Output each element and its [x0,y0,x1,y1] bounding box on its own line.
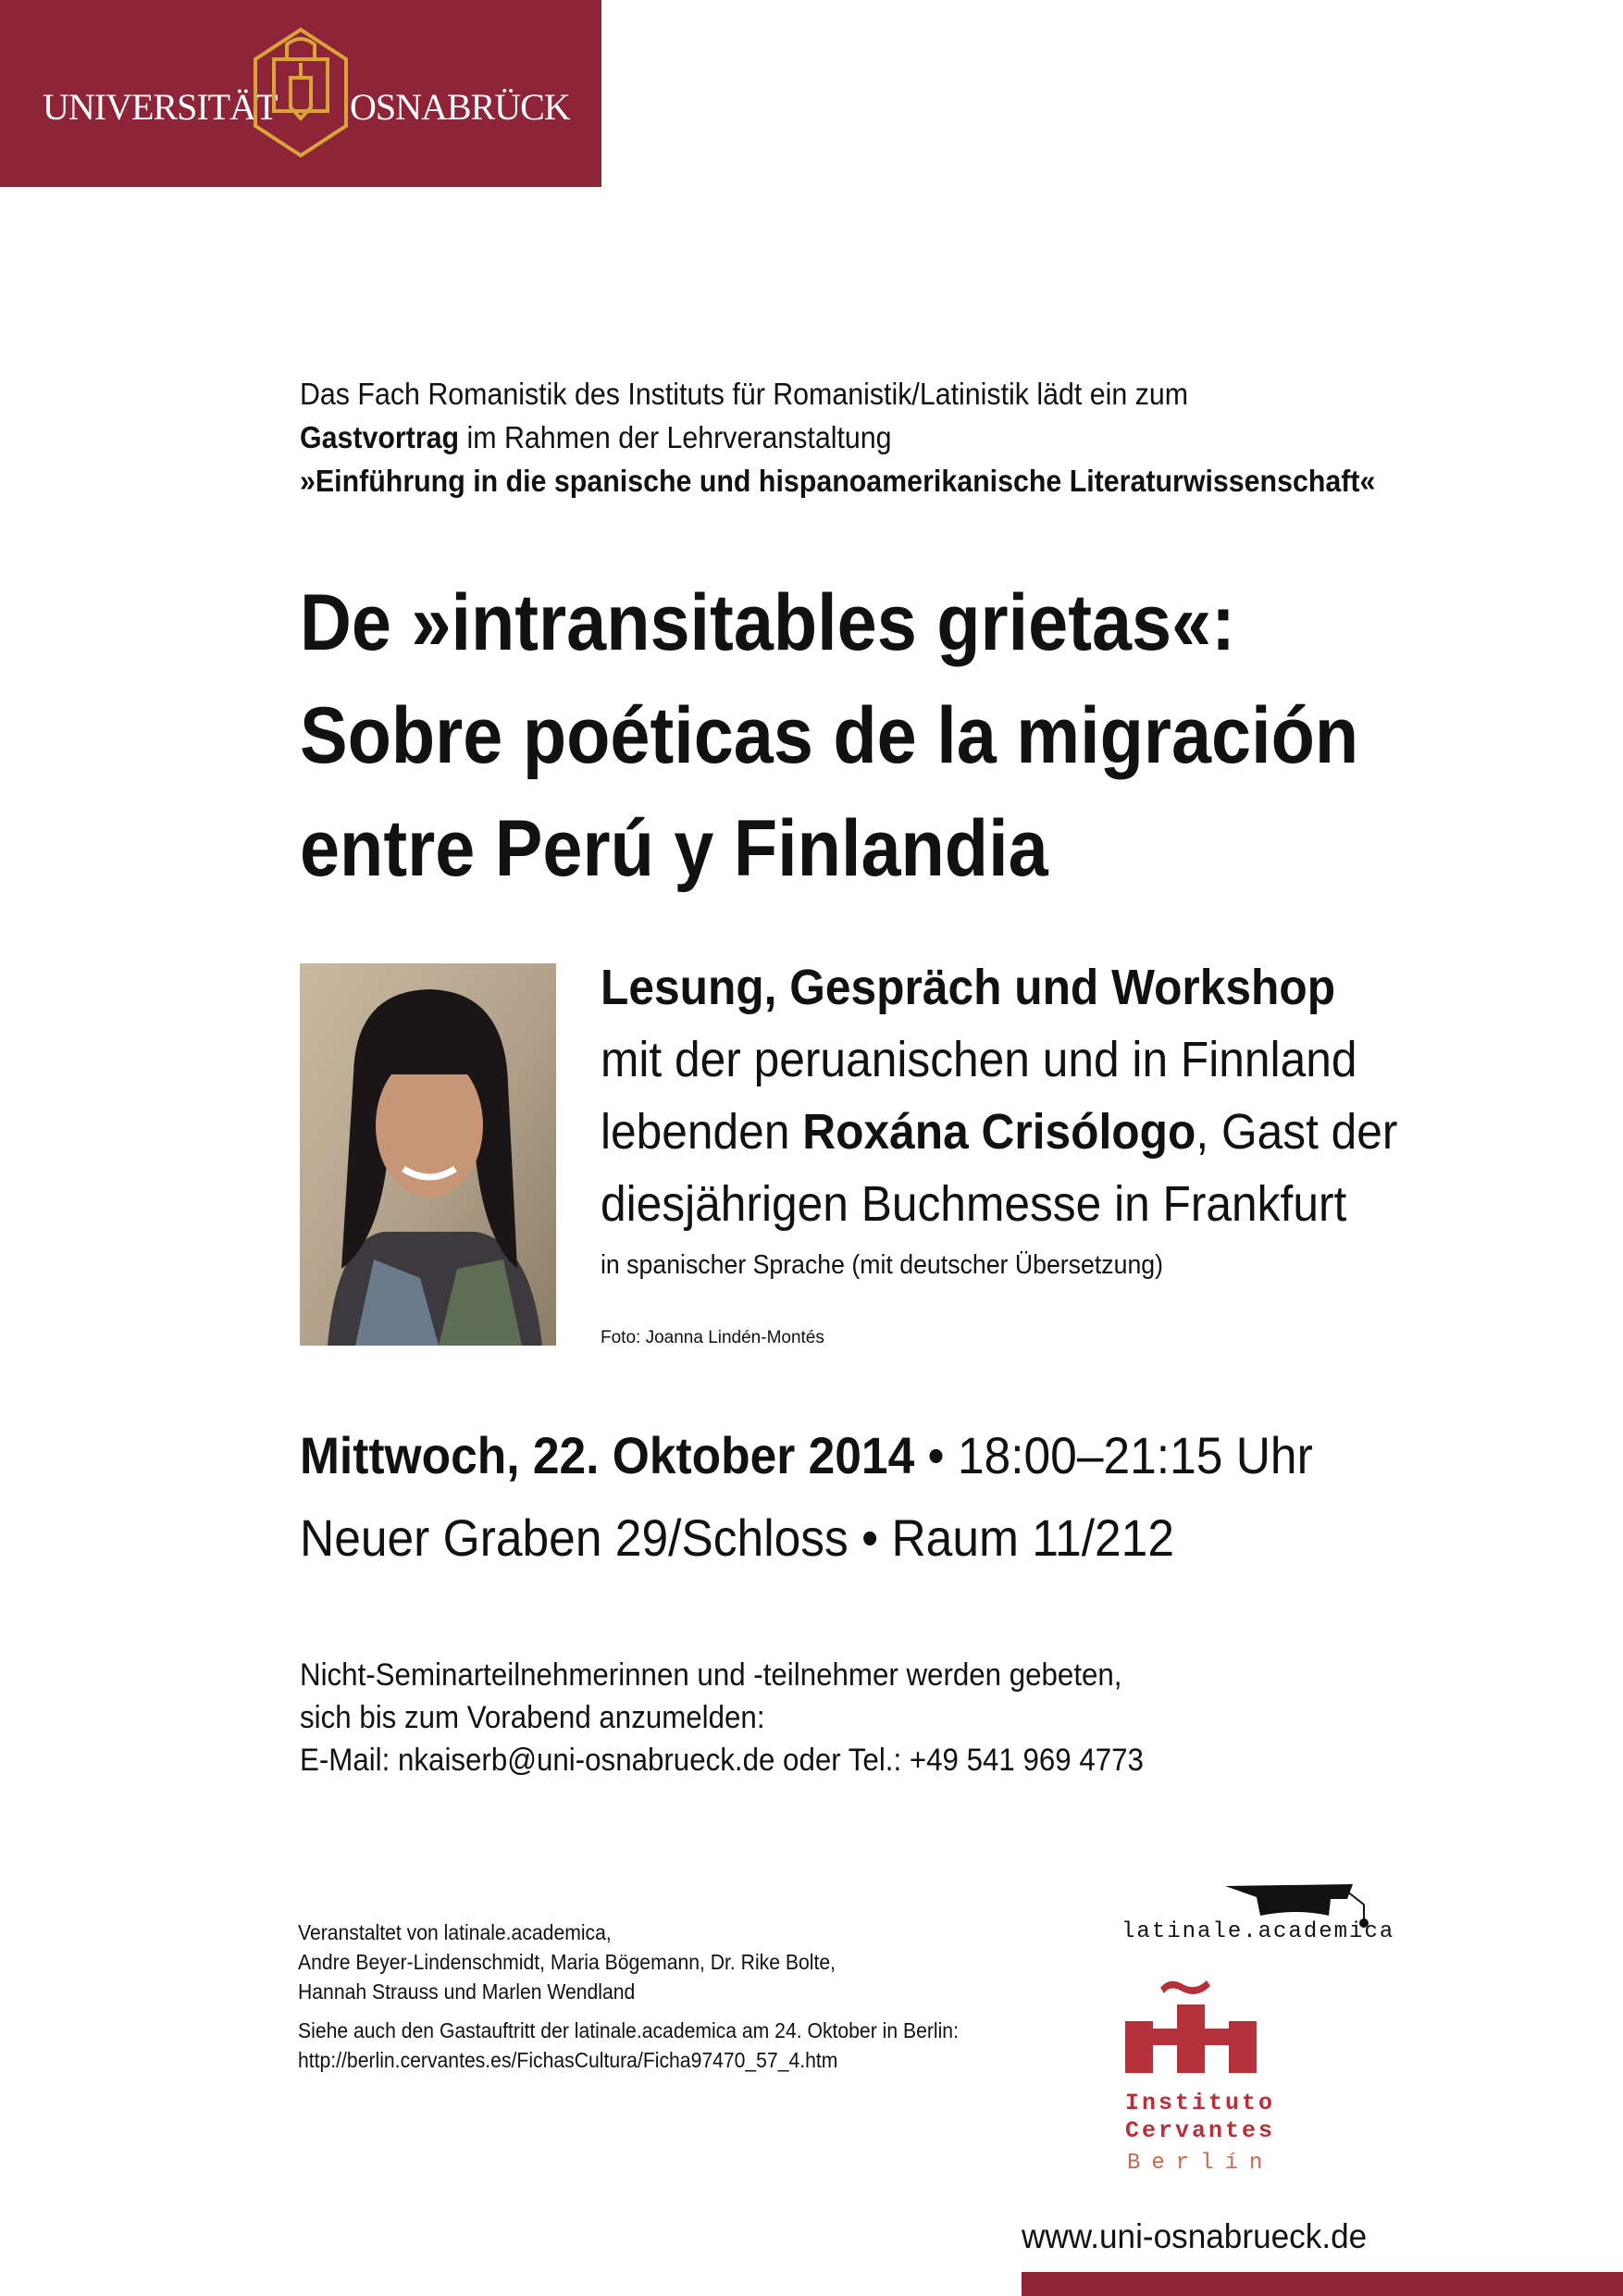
course-title: »Einführung in die spanische und hispanoamerikanische Literaturwissenschaft« [300,464,1376,498]
guest-line-2 [601,1096,1397,1168]
organizers-block [298,1917,959,2075]
cervantes-city: Berlín [1127,2151,1274,2176]
university-name-right: OSNABRÜCK [350,86,570,128]
intro-line-1: Das Fach Romanistik des Instituts für Romanistik/Latinistik lädt ein zum [300,377,1189,411]
event-location: Neuer Graben 29/Schloss • Raum 11/212 [300,1508,1174,1567]
registration-line-2: sich bis zum Vorabend anzumelden: [300,1700,765,1735]
instituto-cervantes-emblem-icon [1121,1973,1260,2075]
intro-line-2-rest: im Rahmen der Lehrveranstaltung [459,420,892,454]
title-line-2: Sobre poéticas de la migración [300,691,1359,780]
guest-photo [300,963,556,1346]
language-note: in spanischer Sprache (mit deutscher Übersetzung) [601,1250,1164,1280]
title-line-3: entre Perú y Finlandia [300,804,1048,893]
organizers-line-1: Veranstaltet von latinale.academica, [298,1920,612,1944]
event-date: Mittwoch, 22. Oktober 2014 [300,1426,915,1484]
date-separator: • [914,1426,958,1484]
event-time: 18:00–21:15 Uhr [957,1426,1313,1484]
university-name-left: UNIVERSITÄT [43,86,278,128]
organizers-line-2: Andre Beyer-Lindenschmidt, Maria Bögemann, Dr. Rike Bolte, [298,1950,836,1974]
title-line-1: De »intransitables grietas«: [300,578,1235,667]
cervantes-name [1125,2090,1275,2145]
guest-line-2-post: , Gast der [1196,1104,1398,1160]
event-title [300,566,1358,905]
intro-line-2 [300,416,1375,459]
organizers-line-3: Hannah Strauss und Marlen Wendland [298,1980,636,2004]
registration-contact: E-Mail: nkaiserb@uni-osnabrueck.de oder Tel.: +49 541 969 4773 [300,1743,1144,1778]
guest-info [601,951,1397,1288]
latinale-logo-text: latinale.academica [1121,1919,1395,1944]
guest-line-3: diesjährigen Buchmesse in Frankfurt [601,1176,1347,1232]
organizers-line-4: Siehe auch den Gastauftritt der latinale.academica am 24. Oktober in Berlin: [298,2018,959,2042]
registration-line-1: Nicht-Seminarteilnehmerinnen und -teilnehmer werden gebeten, [300,1657,1122,1693]
guest-name: Roxána Crisólogo [802,1104,1196,1160]
registration-note [300,1654,1144,1781]
guest-line-2-pre: lebenden [601,1104,803,1160]
photo-credit: Foto: Joanna Lindén-Montés [601,1328,824,1347]
intro-lecture-type: Gastvortrag [300,420,460,454]
footer-band [1022,2272,1623,2296]
event-date-time [300,1423,1313,1488]
cervantes-line-2: Cervantes [1125,2117,1276,2144]
event-format: Lesung, Gespräch und Workshop [601,960,1336,1015]
guest-line-1: mit der peruanischen und in Finnland [601,1032,1357,1087]
cervantes-line-1: Instituto [1125,2090,1276,2116]
website-url: www.uni-osnabrueck.de [1022,2217,1368,2255]
university-header [0,0,601,187]
intro-text [300,372,1375,503]
berlin-event-link: http://berlin.cervantes.es/FichasCultura/Ficha97470_57_4.htm [298,2048,838,2072]
university-crest-icon [250,26,352,159]
